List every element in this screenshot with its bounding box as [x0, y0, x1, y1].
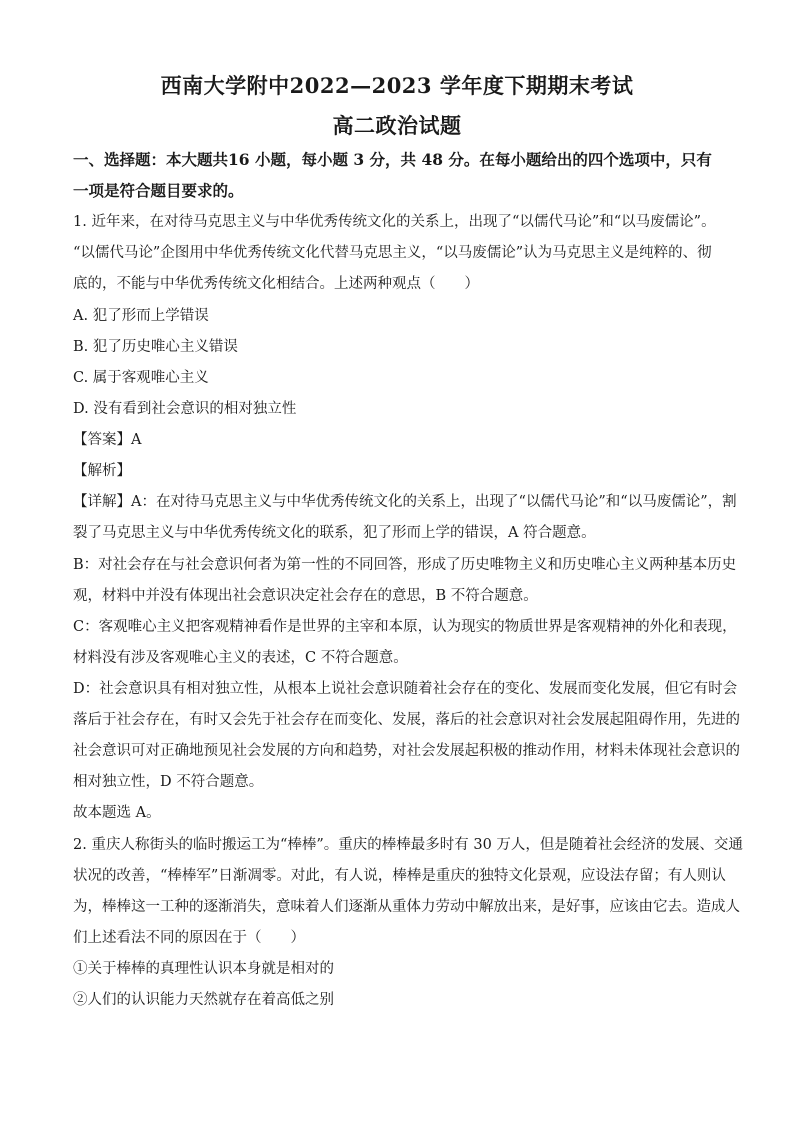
q2-stem-line-2: 状况的改善，“棒棒军”日渐凋零。对此，有人说，棒棒是重庆的独特文化景观，应设法存留；有人则认: [73, 868, 726, 884]
q1-analysis-line-7: D：社会意识具有相对独立性，从根本上说社会意识随着社会存在的变化、发展而变化发展，但它有时会: [73, 681, 738, 697]
q1-analysis-label: 【解析】: [73, 463, 131, 479]
q2-stem-line-4: 们上述看法不同的原因在于（ ）: [73, 930, 305, 946]
q1-option-a: A. 犯了形而上学错误: [73, 308, 209, 324]
q1-conclusion: 故本题选 A。: [73, 805, 161, 821]
q1-analysis-line-5: C：客观唯心主义把客观精神看作是世界的主宰和本原，认为现实的物质世界是客观精神的外化和表现，: [73, 619, 737, 635]
q1-option-b: B. 犯了历史唯心主义错误: [73, 339, 238, 355]
q1-stem-line-3: 底的，不能与中华优秀传统文化相结合。上述两种观点（ ）: [73, 276, 479, 292]
exam-title: 西南大学附中2022—2023 学年度下期期末考试: [160, 73, 634, 98]
section-heading-line-1: 一、选择题：本大题共16 小题，每小题 3 分，共 48 分。在每小题给出的四个选项中，只有: [73, 150, 712, 169]
q1-option-d: D. 没有看到社会意识的相对独立性: [73, 401, 297, 417]
q1-analysis-line-10: 相对独立性，D 不符合题意。: [73, 774, 264, 790]
exam-subtitle: 高二政治试题: [332, 113, 462, 138]
q1-analysis-line-2: 裂了马克思主义与中华优秀传统文化的联系，犯了形而上学的错误，A 符合题意。: [73, 525, 596, 541]
q2-option-2: ②人们的认识能力天然就存在着高低之别: [73, 992, 334, 1008]
q1-analysis-line-3: B：对社会存在与社会意识何者为第一性的不同回答，形成了历史唯物主义和历史唯心主义两种基本历史: [73, 557, 737, 573]
q1-analysis-line-1: 【详解】A：在对待马克思主义与中华优秀传统文化的关系上，出现了“以儒代马论”和“以马废儒论”，割: [73, 494, 737, 510]
q1-option-c: C. 属于客观唯心主义: [73, 370, 209, 386]
q1-analysis-line-6: 材料没有涉及客观唯心主义的表述，C 不符合题意。: [73, 650, 408, 666]
q1-stem-line-1: 1. 近年来，在对待马克思主义与中华优秀传统文化的关系上，出现了“以儒代马论”和“以马废儒论”。: [73, 214, 716, 230]
q2-stem-line-3: 为，棒棒这一工种的逐渐消失，意味着人们逐渐从重体力劳动中解放出来，是好事，应该由它去。造成人: [73, 899, 740, 915]
q1-analysis-line-4: 观，材料中并没有体现出社会意识决定社会存在的意思，B 不符合题意。: [73, 588, 538, 604]
section-heading-line-2: 一项是符合题目要求的。: [73, 181, 244, 200]
q2-option-1: ①关于棒棒的真理性认识本身就是相对的: [73, 961, 334, 977]
q1-stem-line-2: “以儒代马论”企图用中华优秀传统文化代替马克思主义，“以马废儒论”认为马克思主义是纯粹的、彻: [73, 245, 712, 261]
q1-analysis-line-9: 社会意识可对正确地预见社会发展的方向和趋势，对社会发展起积极的推动作用，材料未体现社会意识的: [73, 743, 740, 759]
q2-stem-line-1: 2. 重庆人称街头的临时搬运工为“棒棒”。重庆的棒棒最多时有 30 万人，但是随着社会经济的发展、交通: [73, 837, 743, 853]
q1-analysis-line-8: 落后于社会存在，有时又会先于社会存在而变化、发展，落后的社会意识对社会发展起阻碍作用，先进的: [73, 712, 740, 728]
q1-answer: 【答案】A: [73, 432, 142, 448]
